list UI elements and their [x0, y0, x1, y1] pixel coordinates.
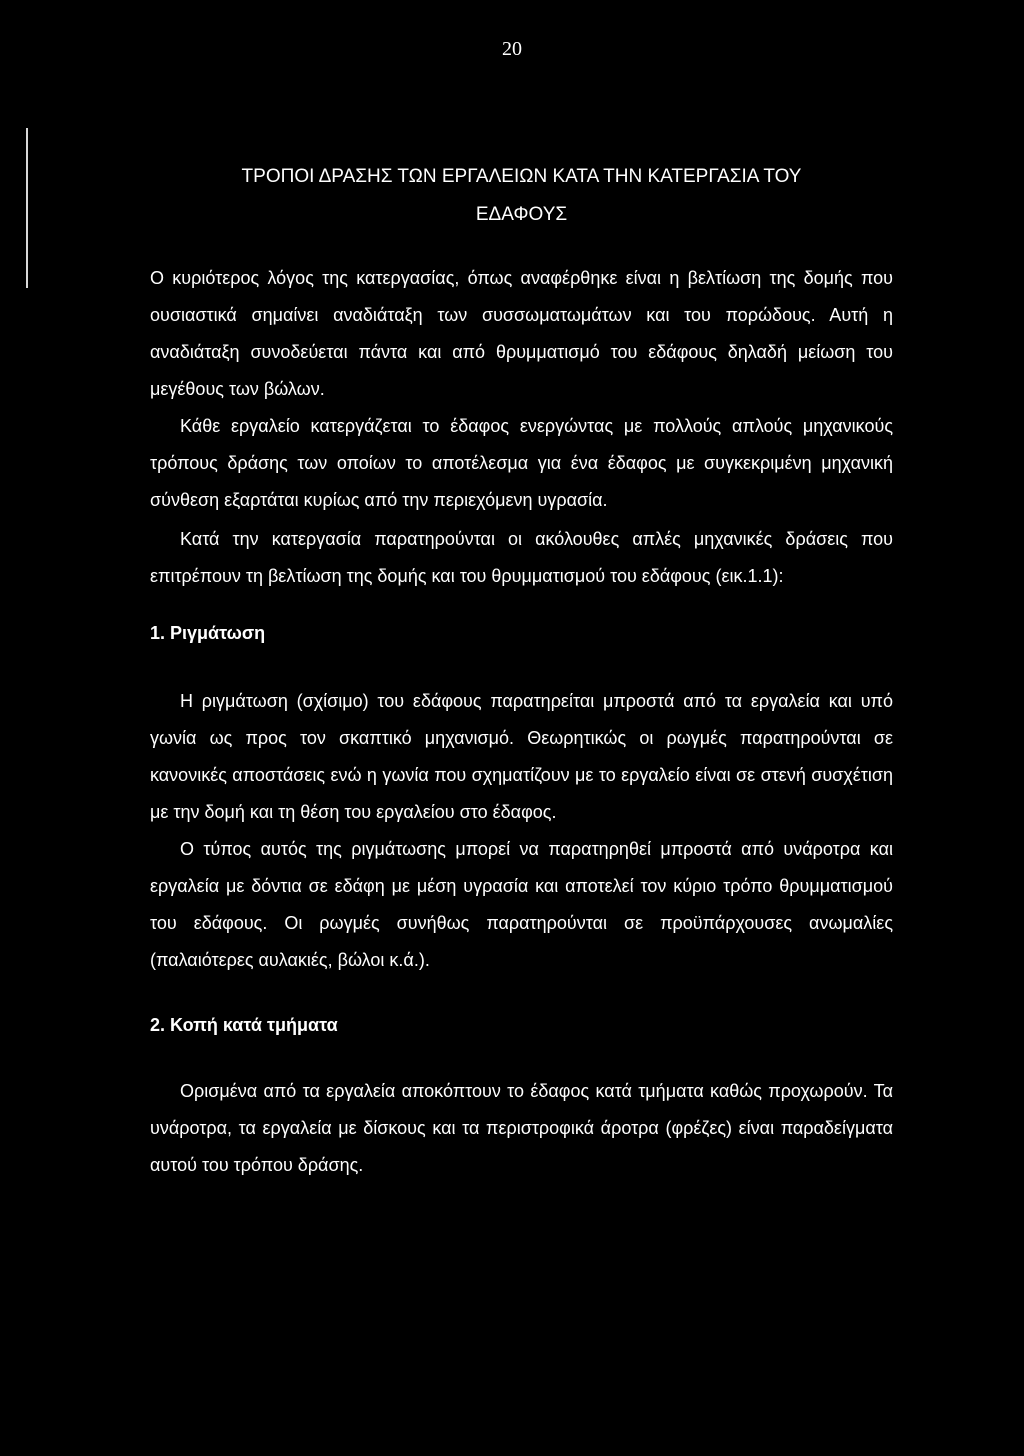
section-2-paragraph-1: Ορισμένα από τα εργαλεία αποκόπτουν το έδαφος κατά τμήματα καθώς προχωρούν. Τα υνάροτρα, τα εργαλεία με δίσκους και τα περιστροφικά άροτρα (φρέζες) είναι παραδείγματα αυτού του τρόπου δράσης. — [150, 1081, 893, 1175]
margin-rule — [26, 128, 28, 288]
section-heading-1: 1. Ριγμάτωση — [150, 623, 266, 643]
section-1-paragraph-1: Η ριγμάτωση (σχίσιμο) του εδάφους παρατηρείται μπροστά από τα εργαλεία και υπό γωνία ως προς τον σκαπτικό μηχανισμό. Θεωρητικώς οι ρωγμές παρατηρούνται σε κανονικές αποστάσεις ενώ η γωνία που σχηματίζουν με το εργαλείο είναι σε στενή συσχέτιση με την δομή και τη θέση του εργαλείου στο έδαφος. — [150, 691, 893, 822]
section-1-paragraph-2: Ο τύπος αυτός της ριγμάτωσης μπορεί να παρατηρηθεί μπροστά από υνάροτρα και εργαλεία με δόντια σε εδάφη με μέση υγρασία και αποτελεί τον κύριο τρόπο θρυμματισμού του εδάφους. Οι ρωγμές συνήθως παρατηρούνται σε προϋπάρχουσες ανωμαλίες (παλαιότερες αυλακιές, βώλοι κ.ά.). — [150, 839, 893, 970]
page-number: 20 — [502, 38, 522, 60]
section-heading-2: 2. Κοπή κατά τμήματα — [150, 1015, 338, 1035]
document-body — [150, 158, 893, 1184]
document-title — [150, 158, 893, 234]
intro-paragraph-3: Κατά την κατεργασία παρατηρούνται οι ακόλουθες απλές μηχανικές δράσεις που επιτρέπουν τη βελτίωση της δομής και του θρυμματισμού του εδάφους (εικ.1.1): — [150, 529, 893, 586]
intro-paragraph-1: Ο κυριότερος λόγος της κατεργασίας, όπως αναφέρθηκε είναι η βελτίωση της δομής που ουσιαστικά σημαίνει αναδιάταξη των συσσωματωμάτων και του πορώδους. Αυτή η αναδιάταξη συνοδεύεται πάντα και από θρυμματισμό του εδάφους δηλαδή μείωση του μεγέθους των βώλων. — [150, 268, 893, 399]
title-line-2: ΕΔΑΦΟΥΣ — [475, 204, 568, 225]
intro-paragraph-2: Κάθε εργαλείο κατεργάζεται το έδαφος ενεργώντας με πολλούς απλούς μηχανικούς τρόπους δράσης των οποίων το αποτέλεσμα για ένα έδαφος με συγκεκριμένη μηχανική σύνθεση εξαρτάται κυρίως από την περιεχόμενη υγρασία. — [150, 416, 893, 510]
title-line-1: ΤΡΟΠΟΙ ΔΡΑΣΗΣ ΤΩΝ ΕΡΓΑΛΕΙΩΝ ΚΑΤΑ ΤΗΝ ΚΑΤΕΡΓΑΣΙΑ ΤΟΥ — [241, 166, 802, 187]
